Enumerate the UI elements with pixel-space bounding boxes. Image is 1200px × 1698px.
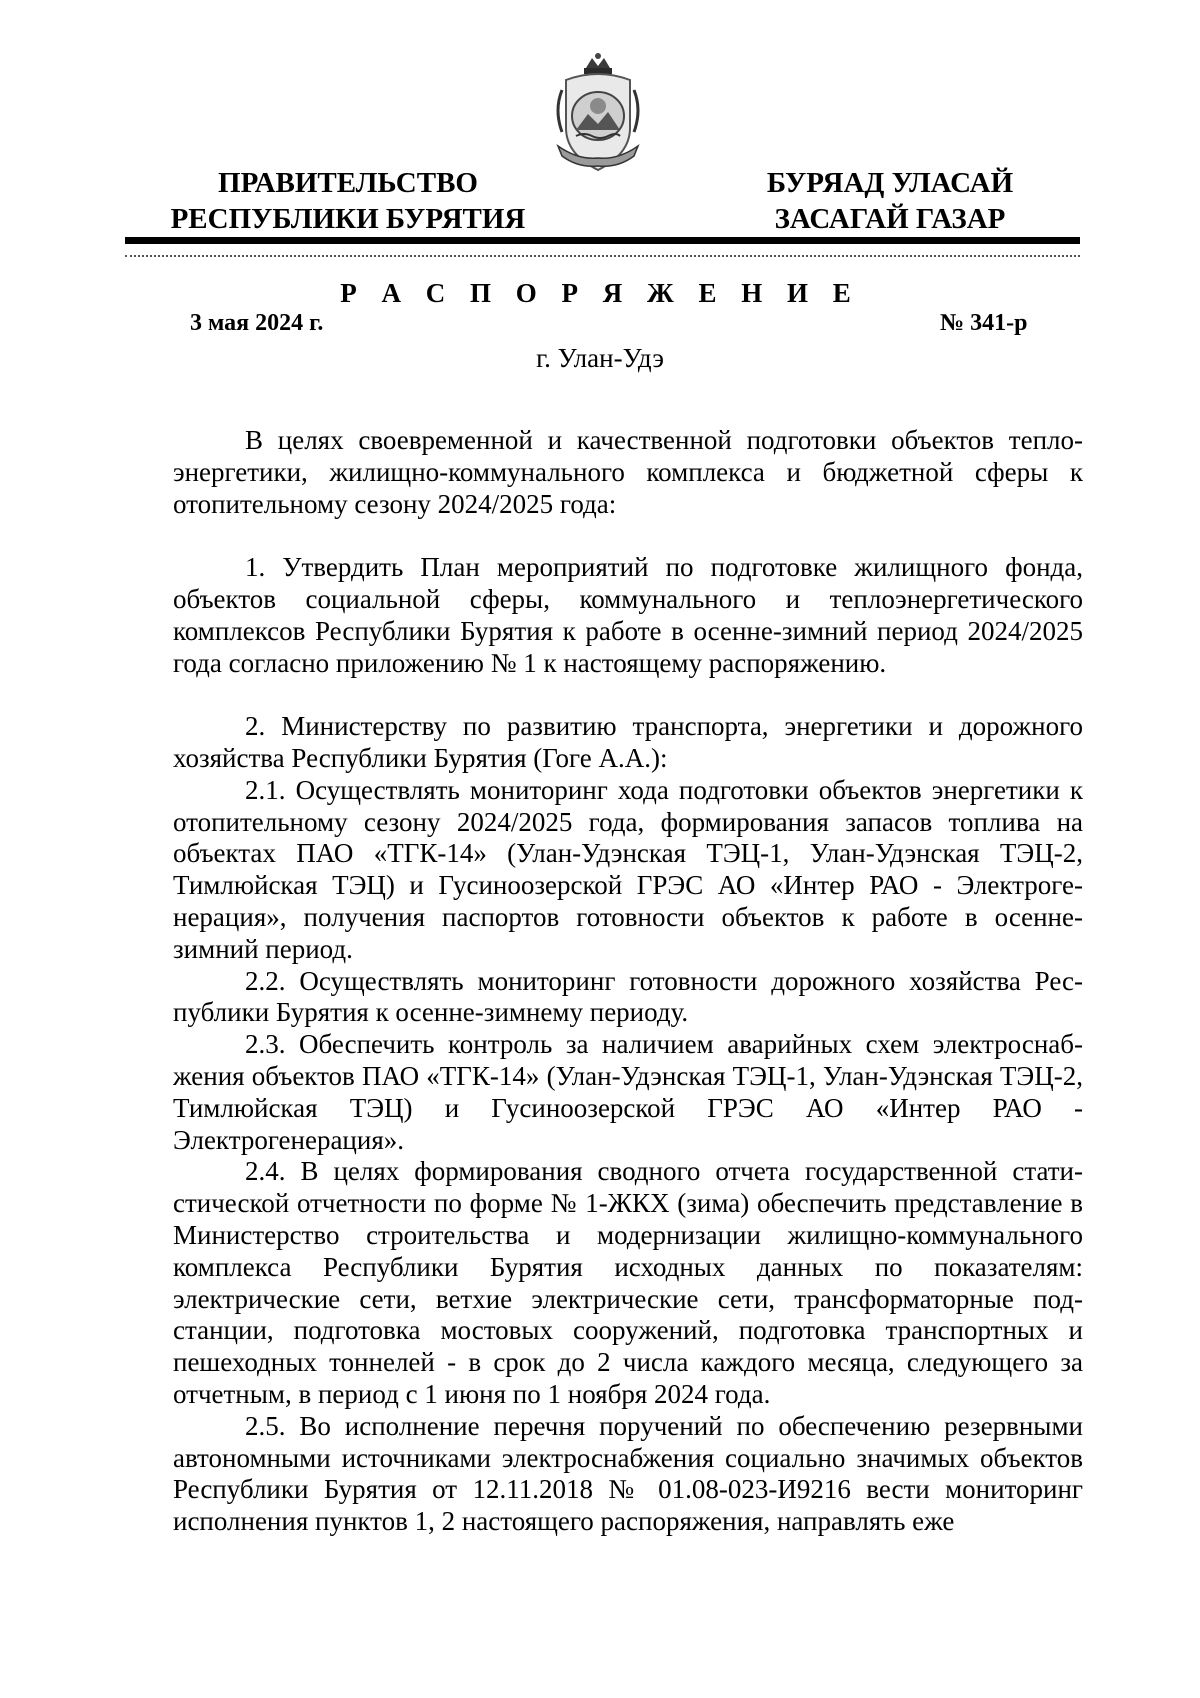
header-divider-thick (125, 237, 1080, 244)
preamble-paragraph: В целях своевременной и качественной подготовки объектов теплоэнергетики, жилищно-коммунального комплекса и бюджетной сферы к отопительному сезону 2024/2025 года: (173, 425, 1083, 519)
item-2-5-paragraph: 2.5. Во исполнение перечня поручений по обеспечению резервными автономными источниками электроснабжения социально значимых объектов Республики Бурятия от 12.11.2018 № 01.08-023-И9216 вести мониторинг исполнения пунктов 1, 2 настоящего распоряжения, направлять еже (173, 1410, 1083, 1537)
document-date: 3 мая 2024 г. (190, 310, 324, 336)
item-2-4-paragraph: 2.4. В целях формирования сводного отчета государственной статистической отчетности по форме № 1-ЖКХ (зима) обеспечить представление в Министерство строительства и модернизации жилищно-коммунального комплекса Республики Бурятия исходных данных по показателям: электрические сети, ветхие электрические сети, трансформаторные подстанции, подготовка мостовых сооружений, подготовка транспортных и пешеходных тоннелей - в срок до 2 числа каждого месяца, следующего за отчетным, в период с 1 июня по 1 ноября 2024 года. (173, 1156, 1083, 1409)
government-name-buryat (740, 165, 1040, 237)
document-city: г. Улан-Удэ (536, 343, 664, 373)
item-2-2-paragraph: 2.2. Осуществлять мониторинг готовности дорожного хозяйства Республики Бурятия к осенне-зимнему периоду. (173, 965, 1083, 1028)
item-2-paragraph: 2. Министерству по развитию транспорта, энергетики и дорожного хозяйства Республики Бурятия (Гоге А.А.): (173, 711, 1083, 773)
org-right-line-2: ЗАСАГАЙ ГАЗАР (774, 203, 1006, 235)
document-body (173, 425, 1083, 1538)
org-right-line-1: БУРЯАД УЛАСАЙ (766, 167, 1014, 199)
org-left-line-2: РЕСПУБЛИКИ БУРЯТИЯ (170, 203, 526, 235)
item-2-3-paragraph: 2.3. Обеспечить контроль за наличием аварийных схем электроснабжения объектов ПАО «ТГК-14» (Улан-Удэнская ТЭЦ-1, Улан-Удэнская ТЭЦ-2, Тимлюйская ТЭЦ) и Гусиноозерской ГРЭС АО «Интер РАО - Электрогенерация». (173, 1029, 1083, 1155)
item-1-paragraph: 1. Утвердить План мероприятий по подготовке жилищного фонда, объектов социальной сферы, коммунального и теплоэнергетического комплексов Республики Бурятия к работе в осенне-зимний период 2024/2025 года согласно приложению № 1 к настоящему распоряжению. (173, 552, 1083, 678)
document-type-title: Р А С П О Р Я Ж Е Н И Е (340, 278, 860, 308)
item-2-1-paragraph: 2.1. Осуществлять мониторинг хода подготовки объектов энергетики к отопительному сезону 2024/2025 года, формирования запасов топлива на объектах ПАО «ТГК-14» (Улан-Удэнская ТЭЦ-1, Улан-Удэнская ТЭЦ-2, Тимлюйская ТЭЦ) и Гусиноозерской ГРЭС АО «Интер РАО - Электрогенерация», получения паспортов готовности объектов к работе в осенне-зимний период. (173, 774, 1083, 964)
document-number: № 341-р (940, 310, 1028, 336)
header-divider-thin (125, 255, 1080, 257)
government-name-russian (158, 165, 538, 237)
org-left-line-1: ПРАВИТЕЛЬСТВО (218, 167, 478, 199)
coat-of-arms-icon (548, 50, 648, 176)
